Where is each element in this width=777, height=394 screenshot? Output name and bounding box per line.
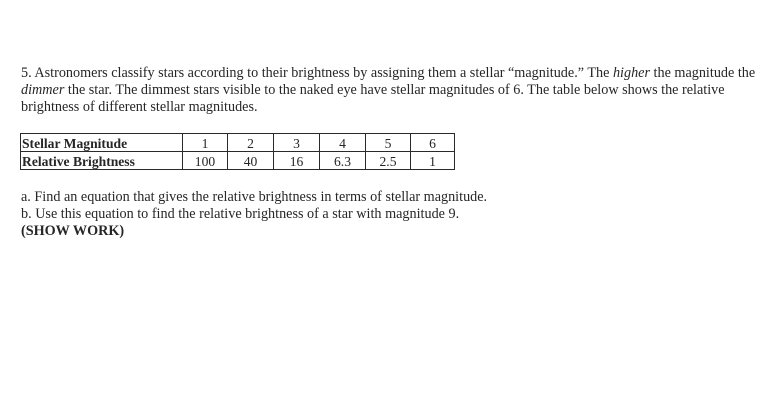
emphasis-higher: higher	[612, 65, 650, 81]
problem-paragraph	[21, 65, 773, 116]
table-cell: 6	[411, 134, 455, 152]
table-cell: 4	[320, 134, 366, 152]
problem-text-part3: the star. The dimmest stars visible to the naked eye have stellar magnitudes of 6. The table below shows the relative brightness of different stellar magnitudes.	[21, 82, 725, 115]
table-row-brightness	[21, 152, 455, 170]
row-header-magnitude: Stellar Magnitude	[21, 134, 183, 152]
problem-text-part1: Astronomers classify stars according to their brightness by assigning them a stellar “magnitude.” The	[31, 65, 613, 81]
table-cell: 3	[274, 134, 320, 152]
problem-text-part2: the magnitude the	[649, 65, 756, 81]
question-b: b. Use this equation to find the relative brightness of a star with magnitude 9.	[21, 206, 460, 222]
show-work-instruction: (SHOW WORK)	[21, 223, 125, 239]
table-cell: 6.3	[320, 152, 366, 170]
magnitude-brightness-table	[20, 133, 455, 170]
problem-statement	[21, 65, 773, 116]
table-cell: 1	[411, 152, 455, 170]
table-cell: 100	[183, 152, 228, 170]
table-cell: 2.5	[366, 152, 411, 170]
emphasis-dimmer: dimmer	[21, 82, 65, 98]
table-cell: 1	[183, 134, 228, 152]
table-row-magnitude	[21, 134, 455, 152]
table-cell: 5	[366, 134, 411, 152]
question-a: a. Find an equation that gives the relative brightness in terms of stellar magnitude.	[21, 189, 488, 205]
problem-number: 5.	[21, 65, 32, 81]
row-header-brightness: Relative Brightness	[21, 152, 183, 170]
table-cell: 2	[228, 134, 274, 152]
questions-block	[21, 189, 487, 240]
table-cell: 16	[274, 152, 320, 170]
table-cell: 40	[228, 152, 274, 170]
